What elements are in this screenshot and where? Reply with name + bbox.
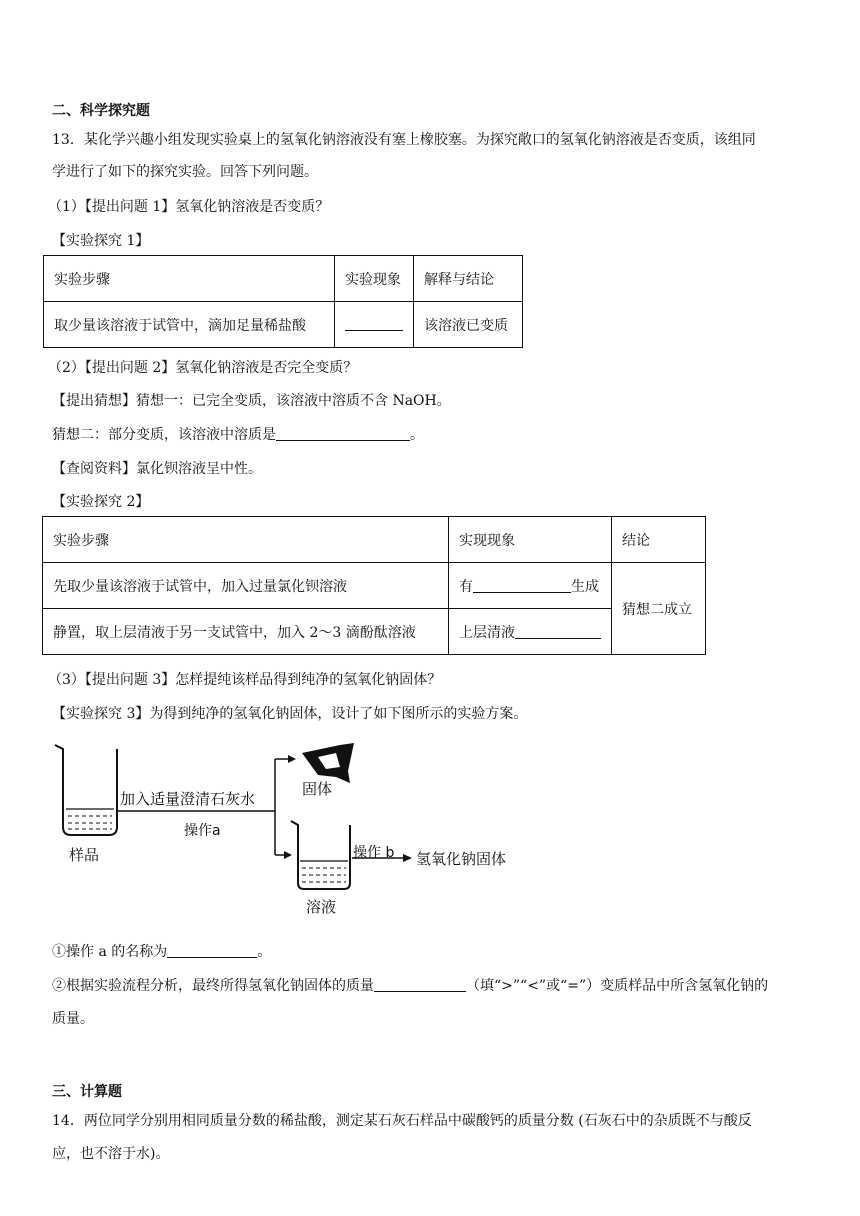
q13-guess1: 【提出猜想】猜想一：已完全变质，该溶液中溶质不含 NaOH。 [52,393,451,409]
q13-guess2 [52,424,424,444]
beaker-solution-icon [291,821,350,889]
section-2-title: 二、科学探究题 [52,103,150,119]
table1-header-step: 实验步骤 [44,256,335,302]
answer-blank[interactable] [374,977,466,992]
sub2-prefix: ②根据实验流程分析，最终所得氢氧化钠固体的质量 [52,978,374,994]
q13-sub1 [52,941,271,961]
q14-line1: 14．两位同学分别用相同质量分数的稀盐酸，测定某石灰石样品中碳酸钙的质量分数 (石灰石中的杂质既不与酸反 [52,1113,752,1129]
table2-conclusion: 猜想二成立 [612,563,706,655]
q13-sub2-line2: 质量。 [52,1011,94,1027]
table2-observation2 [449,609,612,655]
diagram-sample-label: 样品 [69,846,100,864]
q13-stem-line1: 13．某化学兴趣小组发现实验桌上的氢氧化钠溶液没有塞上橡胶塞。为探究敞口的氢氧化钠溶液是否变质，该组同 [52,132,756,148]
diagram-product-label: 氢氧化钠固体 [416,850,507,868]
experiment-flow-diagram [0,735,560,895]
obs1-prefix: 有 [459,578,473,595]
diagram-add-label: 加入适量澄清石灰水 [120,790,256,808]
answer-blank[interactable] [515,624,601,639]
table1-conclusion: 该溶液已变质 [414,302,523,348]
q13-exp2-title: 【实验探究 2】 [52,494,150,510]
table2-observation1 [449,563,612,609]
guess2-suffix: 。 [410,427,424,443]
diagram-solid-label: 固体 [302,780,333,798]
diagram-op-b: 操作 b [353,845,395,861]
obs2-prefix: 上层清液 [459,624,515,641]
diagram-solution-label: 溶液 [306,898,337,916]
diagram-op-a: 操作a [184,823,221,839]
q13-exp3-text: 【实验探究 3】为得到纯净的氢氧化钠固体，设计了如下图所示的实验方案。 [52,706,528,722]
table2-header-conclusion: 结论 [612,517,706,563]
table2-header-observation: 实现现象 [449,517,612,563]
table2-step2: 静置，取上层清液于另一支试管中，加入 2～3 滴酚酞溶液 [43,609,449,655]
sub1-prefix: ①操作 a 的名称为 [52,944,168,960]
q14-line2: 应，也不溶于水)。 [52,1146,170,1162]
sub1-suffix: 。 [257,944,272,960]
obs1-suffix: 生成 [571,578,599,595]
guess2-prefix: 猜想二：部分变质，该溶液中溶质是 [52,427,276,443]
sub2-suffix: （填“>”“<”或“=”）变质样品中所含氢氧化钠的 [466,978,769,994]
q13-info: 【查阅资料】氯化钡溶液呈中性。 [52,461,262,477]
table2-header-step: 实验步骤 [43,517,449,563]
table1-phenomenon-cell [335,302,414,348]
answer-blank[interactable] [167,943,257,958]
q13-sub2 [52,975,768,995]
section-3-title: 三、计算题 [52,1084,122,1100]
answer-blank[interactable] [276,426,410,441]
answer-blank[interactable] [345,316,403,331]
table2-step1: 先取少量该溶液于试管中，加入过量氯化钡溶液 [43,563,449,609]
q13-exp1-title: 【实验探究 1】 [52,233,150,249]
table1-header-conclusion: 解释与结论 [414,256,523,302]
q13-part1-question: （1）【提出问题 1】氢氧化钠溶液是否变质？ [48,199,330,215]
table1-step: 取少量该溶液于试管中，滴加足量稀盐酸 [44,302,335,348]
table-experiment-2 [42,516,706,655]
q13-part2-question: （2）【提出问题 2】氢氧化钠溶液是否完全变质？ [48,360,358,376]
table1-header-phenomenon: 实验现象 [335,256,414,302]
beaker-sample-icon [55,745,117,835]
answer-blank[interactable] [473,578,571,593]
table-experiment-1 [43,255,523,348]
q13-stem-line2: 学进行了如下的探究实验。回答下列问题。 [52,164,318,180]
q13-part3-question: （3）【提出问题 3】怎样提纯该样品得到纯净的氢氧化钠固体？ [48,672,442,688]
